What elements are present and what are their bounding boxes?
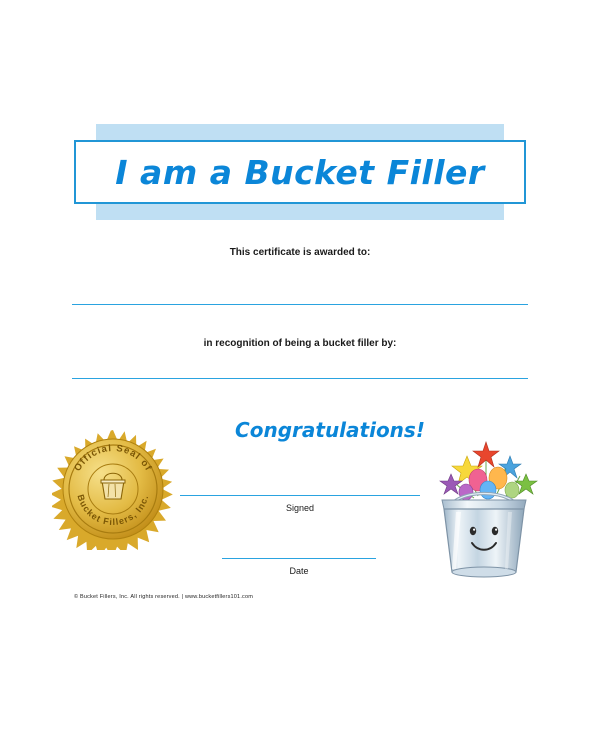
recognition-label: in recognition of being a bucket filler by: bbox=[203, 338, 397, 349]
signed-label: Signed bbox=[285, 503, 315, 513]
bucket-with-stars-illustration bbox=[420, 412, 560, 592]
certificate-title: I am a Bucket Filler bbox=[115, 152, 485, 192]
date-label: Date bbox=[289, 566, 309, 576]
awarded-to-label: This certificate is awarded to: bbox=[229, 247, 371, 258]
footer-copyright: © Bucket Fillers, Inc. All rights reserved. | www.bucketfillers101.com bbox=[74, 594, 254, 600]
recipient-name-line[interactable] bbox=[72, 304, 528, 305]
recognition-reason-line[interactable] bbox=[72, 378, 528, 379]
date-line[interactable] bbox=[222, 558, 376, 559]
signed-line[interactable] bbox=[180, 495, 420, 496]
svg-text:Official Seal of: Official Seal of bbox=[72, 442, 154, 474]
svg-text:Bucket Fillers, Inc.: Bucket Fillers, Inc. bbox=[75, 493, 151, 528]
title-box bbox=[74, 140, 526, 204]
official-seal-icon bbox=[52, 428, 174, 550]
congratulations-text: Congratulations! bbox=[235, 418, 425, 442]
